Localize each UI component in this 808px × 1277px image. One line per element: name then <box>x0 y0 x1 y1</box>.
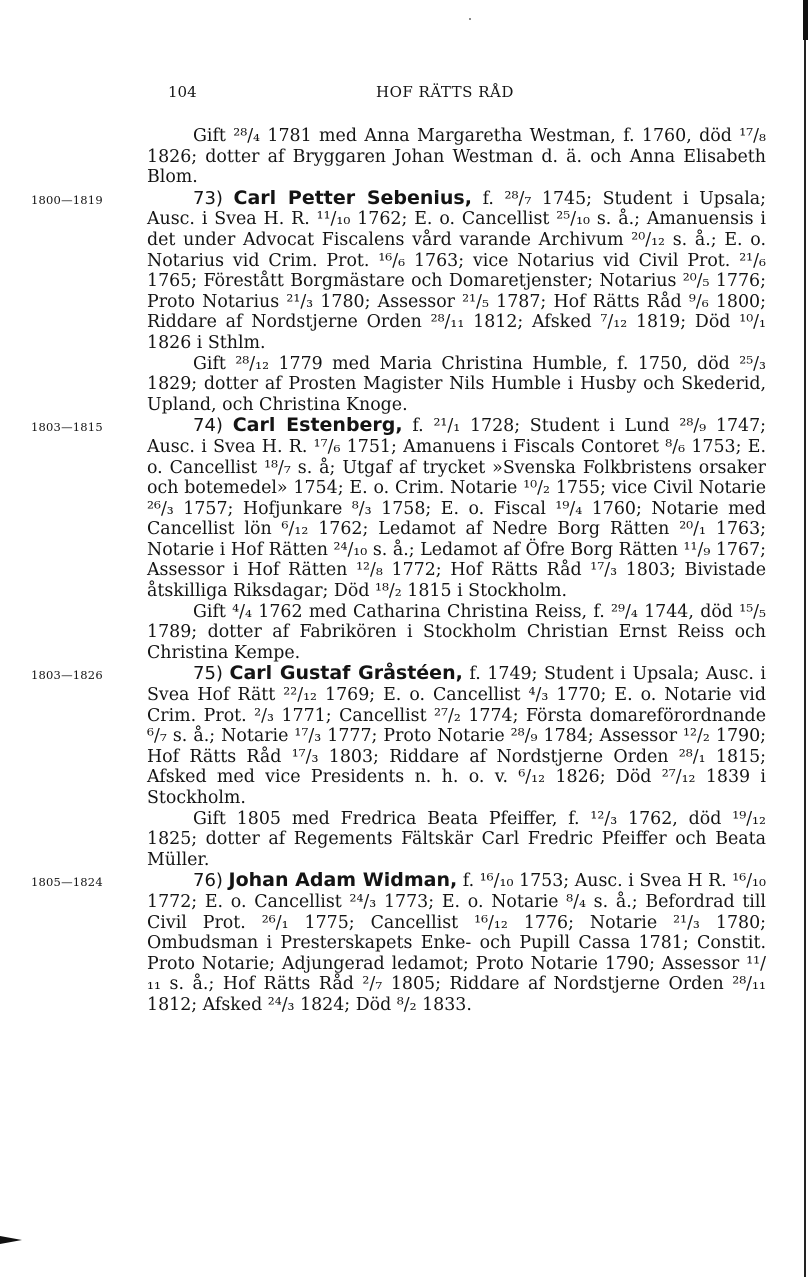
entry-number: 76) <box>193 870 223 892</box>
page-edge-mark <box>803 0 808 40</box>
page-edge-line <box>804 0 806 1277</box>
entry-years: 1803—1826 <box>31 668 103 683</box>
entry-name: Carl Petter Sebenius, <box>233 186 472 209</box>
entry-name: Carl Gustaf Gråstéen, <box>229 662 463 685</box>
entry-body: f. ²⁸/₇ 1745; Student i Upsala; Ausc. i Svea H. R. ¹¹/₁₀ 1762; E. o. Cancellist ²⁵/₁₀ s. å.; Amanuensis i det under Advocat Fiscalens vård varande Archivum ²⁰/₁₂ s. å.; E. o. Notarius vid Crim. Prot. ¹⁶/₆ 1763; vice Notarius vid Civil Prot. ²¹/₆ 1765; Förestått Borgmästare och Domaretjenster; Notarius ²⁰/₅ 1776; Proto Notarius ²¹/₃ 1780; Assessor ²¹/₅ 1787; Hof Rätts Råd ⁹/₆ 1800; Riddare af Nordstjerne Orden ²⁸/₁₁ 1812; Afsked ⁷/₁₂ 1819; Död ¹⁰/₁ 1826 i Sthlm. <box>147 188 766 353</box>
entry-body: f. 1749; Student i Upsala; Ausc. i Svea Hof Rätt ²²/₁₂ 1769; E. o. Cancellist ⁴/₃ 1770; E. o. Notarie vid Crim. Prot. ²/₃ 1771; Cancellist ²⁷/₂ 1774; Första domareförordnande ⁶/₇ s. å.; Notarie ¹⁷/₃ 1777; Proto Notarie ²⁸/₉ 1784; Assessor ¹²/₂ 1790; Hof Rätts Råd ¹⁷/₃ 1803; Riddare af Nordstjerne Orden ²⁸/₁ 1815; Afsked med vice Presidents n. h. o. v. ⁶/₁₂ 1826; Död ²⁷/₁₂ 1839 i Stockholm. <box>147 664 766 808</box>
text-column <box>31 126 767 1016</box>
entry-75 <box>31 662 766 870</box>
entry-number: 75) <box>193 663 223 685</box>
entry-body: f. ¹⁶/₁₀ 1753; Ausc. i Svea H R. ¹⁶/₁₀ 1772; E. o. Cancellist ²⁴/₃ 1773; E. o. Notarie ⁸/₄ s. å.; Befordrad till Civil Prot. ²⁶/₁ 1775; Cancellist ¹⁶/₁₂ 1776; Notarie ²¹/₃ 1780; Ombudsman i Presterskapets Enke- och Pupill Cassa 1781; Constit. Proto Notarie; Adjungerad ledamot; Proto Notarie 1790; Assessor ¹¹/₁₁ s. å.; Hof Rätts Råd ²/₇ 1805; Riddare af Nordstjerne Orden ²⁸/₁₁ 1812; Afsked ²⁴/₃ 1824; Död ⁸/₂ 1833. <box>147 871 767 1015</box>
entry-name: Carl Estenberg, <box>232 414 403 437</box>
intro-paragraph: Gift ²⁸/₄ 1781 med Anna Margaretha Westman, f. 1760, död ¹⁷/₈ 1826; dotter af Bryggaren Johan Westman d. ä. och Anna Elisabeth Blom. <box>147 126 766 188</box>
entry-73 <box>31 186 766 416</box>
scan-corner-mark <box>0 1236 22 1244</box>
entry-body-paragraph <box>147 663 766 808</box>
scan-speck <box>469 18 471 20</box>
entry-marriage: Gift 1805 med Fredrica Beata Pfeiffer, f. ¹²/₃ 1762, död ¹⁹/₁₂ 1825; dotter af Regements Fältskär Carl Fredric Pfeiffer och Beata Müller. <box>147 808 766 870</box>
entry-body-paragraph <box>147 870 766 1015</box>
entry-body-paragraph <box>147 415 766 601</box>
page-header <box>168 83 768 107</box>
entry-body-paragraph <box>147 188 766 354</box>
entry-years: 1805—1824 <box>31 875 103 890</box>
entry-marriage: Gift ⁴/₄ 1762 med Catharina Christina Reiss, f. ²⁹/₄ 1744, död ¹⁵/₅ 1789; dotter af Fabrikören i Stockholm Christian Ernst Reiss och Christina Kempe. <box>147 601 766 663</box>
entry-years: 1803—1815 <box>31 420 103 435</box>
entry-74 <box>31 414 766 663</box>
running-head: HOF RÄTTS RÅD <box>376 83 514 101</box>
entry-years: 1800—1819 <box>31 192 103 207</box>
entry-76 <box>31 869 767 1015</box>
page-number: 104 <box>168 83 197 101</box>
entry-body: f. ²¹/₁ 1728; Student i Lund ²⁸/₉ 1747; Ausc. i Svea H. R. ¹⁷/₆ 1751; Amanuens i Fiscals Contoret ⁸/₆ 1753; E. o. Cancellist ¹⁸/₇ s. å; Utgaf af trycket »Svenska Folkbristens orsaker och botemedel» 1754; E. o. Crim. Notarie ¹⁰/₂ 1755; vice Civil Notarie ²⁶/₃ 1757; Hofjunkare ⁸/₃ 1758; E. o. Fiscal ¹⁹/₄ 1760; Notarie med Cancellist lön ⁶/₁₂ 1762; Ledamot af Nedre Borg Rätten ²⁰/₁ 1763; Notarie i Hof Rätten ²⁴/₁₀ s. å.; Ledamot af Öfre Borg Rätten ¹¹/₉ 1767; Assessor i Hof Rätten ¹²/₈ 1772; Hof Rätts Råd ¹⁷/₃ 1803; Bivistade åtskilliga Riksdagar; Död ¹⁸/₂ 1815 i Stockholm. <box>147 416 766 602</box>
entry-marriage: Gift ²⁸/₁₂ 1779 med Maria Christina Humble, f. 1750, död ²⁵/₃ 1829; dotter af Prosten Magister Nils Humble i Husby och Skederid, Upland, och Christina Knoge. <box>147 353 766 415</box>
entry-number: 74) <box>193 415 223 437</box>
entry-number: 73) <box>193 187 223 209</box>
entry-name: Johan Adam Widman, <box>228 869 458 892</box>
